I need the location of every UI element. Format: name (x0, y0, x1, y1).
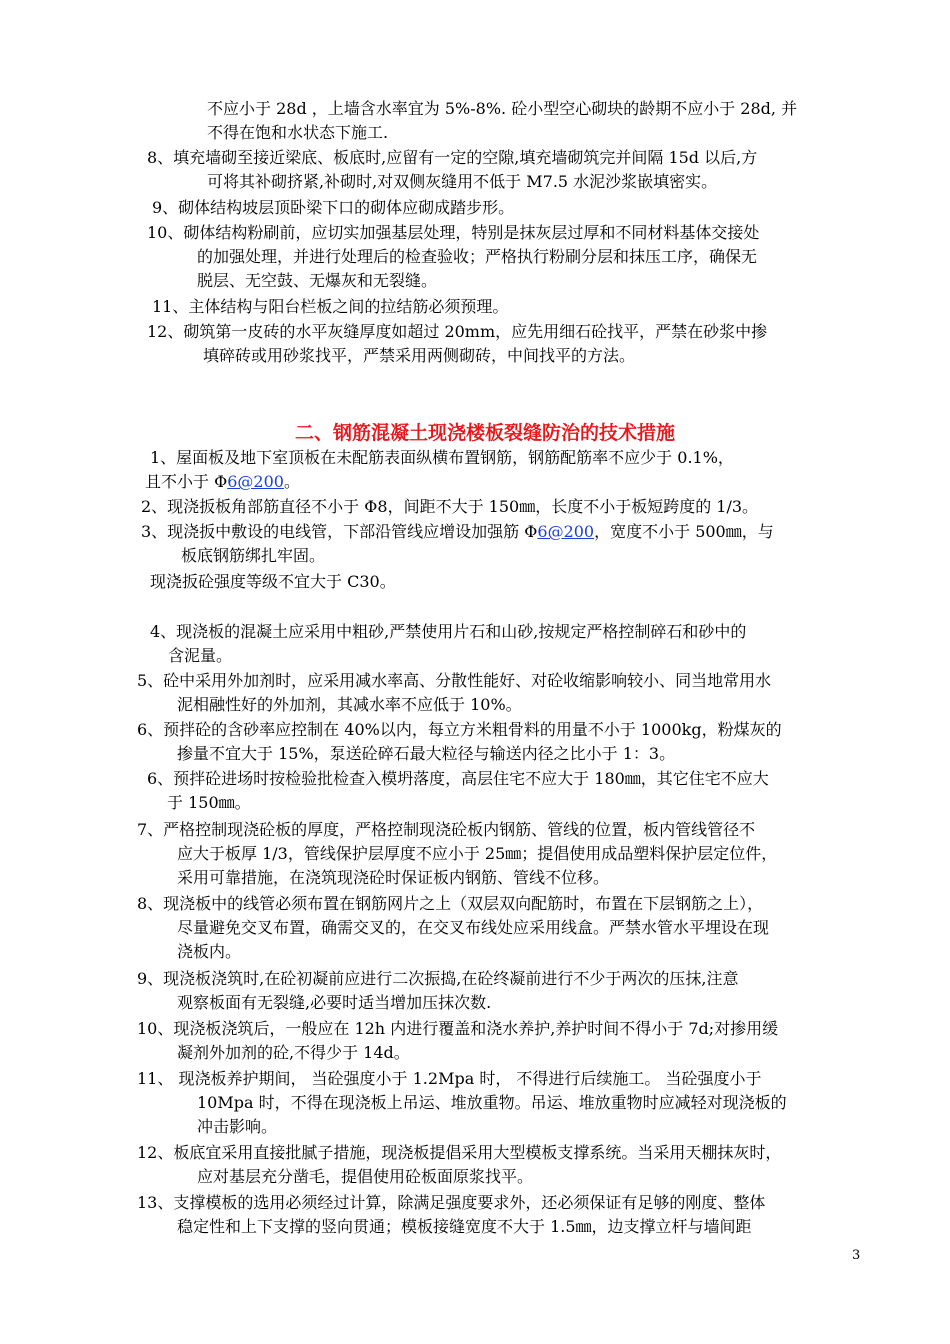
s2-item-7 (137, 818, 777, 890)
s2-item-6b (147, 767, 769, 815)
line: 11、 现浇板养护期间， 当砼强度小于 1.2Mpa 时， 不得进行后续施工。 当砼强度小于 (137, 1069, 762, 1088)
text: 3、现浇扳中敷设的电线管，下部沿管线应增设加强筋 Φ (141, 522, 538, 541)
rebar-spec-link[interactable]: 6@200 (227, 472, 284, 491)
line: 应对基层充分凿毛，提倡使用砼板面原浆找平。 (197, 1167, 534, 1186)
section-heading: 二、钢筋混凝土现浇楼板裂缝防治的技术措施 (295, 422, 676, 444)
line: 冲击影响。 (197, 1117, 278, 1136)
line (141, 520, 774, 544)
s2-item-10 (137, 1017, 778, 1065)
s2-item-1 (145, 446, 734, 494)
line: 10、砌体结构粉刷前，应切实加强基层处理，特别是抹灰层过厚和不同材料基体交接处 (147, 223, 760, 242)
line: 10、现浇板浇筑后，一般应在 12h 内进行覆盖和浇水养护,养护时间不得小于 7d;对掺用缓 (137, 1019, 779, 1038)
line: 稳定性和上下支撑的竖向贯通；模板接缝宽度不大于 1.5㎜，边支撑立杆与墙间距 (177, 1217, 752, 1236)
line: 可将其补砌挤紧,补砌时,对双侧灰缝用不低于 M7.5 水泥沙浆嵌填密实。 (207, 172, 718, 191)
s2-item-6a (137, 718, 782, 766)
line: 现浇扳砼强度等级不宜大于 C30。 (150, 572, 396, 591)
s1-item-7-cont (207, 97, 797, 145)
s2-item-2 (141, 495, 758, 519)
line: 2、现浇扳板角部筋直径不小于 Φ8，间距不大于 150㎜，长度不小于板短跨度的 1/3。 (141, 497, 759, 516)
line: 11、主体结构与阳台栏板之间的拉结筋必须预理。 (152, 297, 509, 316)
line: 含泥量。 (168, 646, 233, 665)
line: 9、现浇板浇筑时,在砼初凝前应进行二次振捣,在砼终凝前进行不少于两次的压抹,注意 (137, 969, 739, 988)
text: 。 (283, 472, 300, 491)
line: 采用可靠措施，在浇筑现浇砼时保证板内钢筋、管线不位移。 (177, 868, 610, 887)
line: 4、现浇板的混凝土应采用中粗砂,严禁使用片石和山砂,按规定严格控制碎石和砂中的 (150, 622, 747, 641)
s2-item-13 (137, 1191, 765, 1239)
line: 板底钢筋绑扎牢固。 (181, 546, 326, 565)
line: 应大于板厚 1/3，管线保护层厚度不应小于 25㎜；提倡使用成品塑料保护层定位件， (177, 844, 778, 863)
line: 10Mpa 时，不得在现浇板上吊运、堆放重物。吊运、堆放重物时应减轻对现浇板的 (197, 1093, 787, 1112)
line: 7、严格控制现浇砼板的厚度，严格控制现浇砼板内钢筋、管线的位置，板内管线管径不 (137, 820, 756, 839)
line: 8、现浇板中的线管必须布置在钢筋网片之上（双层双向配筋时，布置在下层钢筋之上）， (137, 894, 764, 913)
line: 6、预拌砼的含砂率应控制在 40%以内，每立方米粗骨料的用量不小于 1000kg，粉煤灰的 (137, 720, 782, 739)
s1-item-11 (152, 295, 508, 319)
line: 12、板底宜采用直接批腻子措施，现浇板提倡采用大型模板支撑系统。当采用天棚抹灰时， (137, 1143, 782, 1162)
line: 填碎砖或用砂浆找平，严禁采用两侧砌砖，中间找平的方法。 (203, 346, 636, 365)
s2-item-12 (137, 1141, 781, 1189)
s2-item-4 (150, 620, 746, 668)
rebar-spec-link[interactable]: 6@200 (537, 522, 595, 541)
line: 的加强处理，并进行处理后的检查验收；严格执行粉刷分层和抹压工序，确保无 (197, 247, 758, 266)
line: 5、砼中采用外加剂时，应采用减水率高、分散性能好、对砼收缩影响较小、同当地常用水 (137, 671, 772, 690)
s2-item-3 (141, 520, 774, 568)
s1-item-10 (147, 221, 759, 293)
line: 尽量避免交叉布置，确需交叉的，在交叉布线处应采用线盒。严禁水管水平埋设在现 (177, 918, 770, 937)
line: 9、砌体结构坡层顶卧梁下口的砌体应砌成踏步形。 (152, 198, 515, 217)
s2-item-8 (137, 892, 769, 964)
line: 13、支撑模板的选用必须经过计算，除满足强度要求外，还必须保证有足够的刚度、整体 (137, 1193, 766, 1212)
text: 且不小于 Φ (145, 472, 228, 491)
s1-item-12 (147, 320, 767, 368)
s2-item-5 (137, 669, 771, 717)
line: 泥相融性好的外加剂，其减水率不应低于 10%。 (177, 695, 522, 714)
line: 12、砌筑第一皮砖的水平灰缝厚度如超过 20mm，应先用细石砼找平，严禁在砂浆中掺 (147, 322, 768, 341)
s2-item-9 (137, 967, 738, 1015)
s1-item-9 (152, 196, 514, 220)
line: 于 150㎜。 (167, 793, 251, 812)
line: 掺量不宜大于 15%，泵送砼碎石最大粒径与输送内径之比小于 1：3。 (177, 744, 676, 763)
line: 脱层、无空鼓、无爆灰和无裂缝。 (197, 271, 438, 290)
line: 1、屋面板及地下室顶板在未配筋表面纵横布置钢筋，钢筋配筋率不应少于 0.1%， (150, 448, 734, 467)
line: 8、填充墙砌至接近梁底、板底时,应留有一定的空隙,填充墙砌筑完并间隔 15d 以后,方 (147, 148, 758, 167)
line: 6、预拌砼进场时按检验批检查入模坍落度，高层住宅不应大于 180㎜，其它住宅不应大 (147, 769, 769, 788)
line (145, 470, 734, 494)
line: 不得在饱和水状态下施工. (207, 123, 389, 142)
s2-note (150, 570, 396, 594)
line: 浇板内。 (177, 942, 242, 961)
line: 凝剂外加剂的砼,不得少于 14d。 (177, 1043, 410, 1062)
s1-item-8 (147, 146, 757, 194)
text: ，宽度不小于 500㎜，与 (594, 522, 774, 541)
line: 观察板面有无裂缝,必要时适当增加压抹次数. (177, 993, 492, 1012)
page-number: 3 (852, 1248, 861, 1263)
s2-item-11 (137, 1067, 787, 1139)
line: 不应小于 28d ，上墙含水率宜为 5%-8%. 砼小型空心砌块的龄期不应小于 28d, 并 (207, 99, 798, 118)
